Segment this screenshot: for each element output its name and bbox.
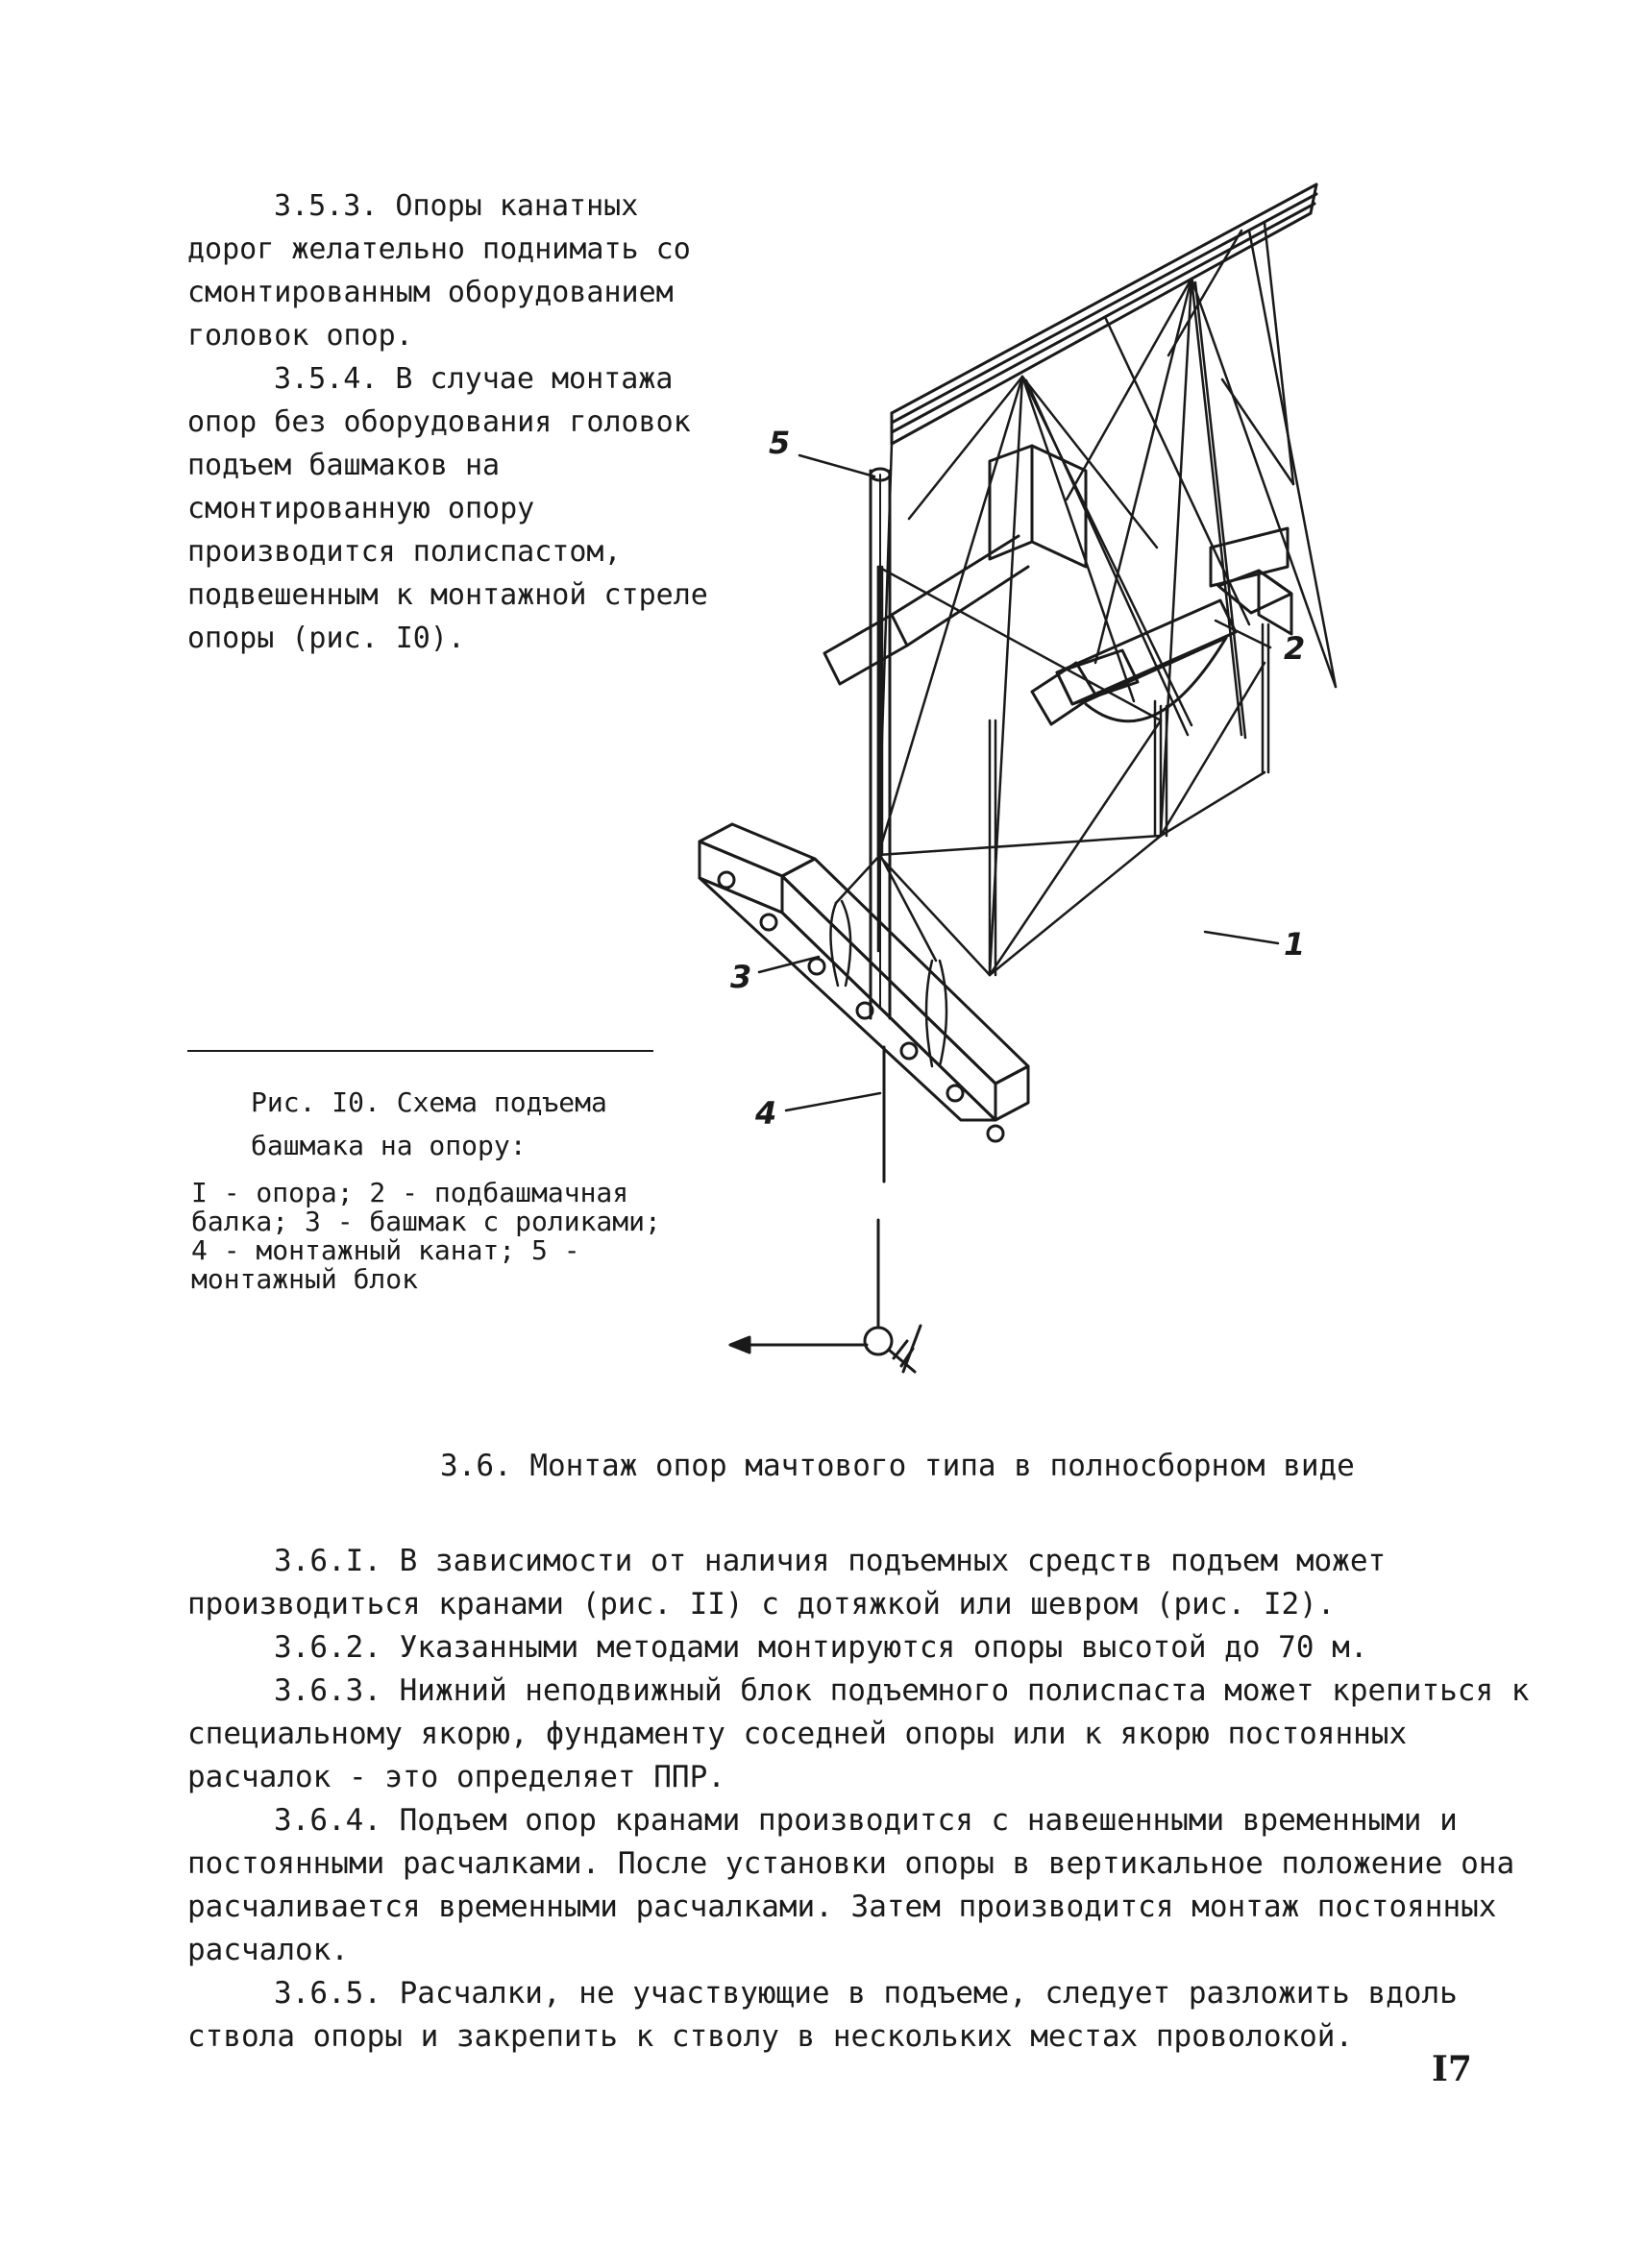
paragraph-3-6-1: 3.6.I. В зависимости от наличия подъемных средств подъем может производиться кранами (рис. II) с дотяжкой или шевром (рис. I2). — [187, 1544, 1387, 1622]
figure-caption — [191, 1081, 691, 1294]
mounting-block-post — [871, 469, 890, 1018]
support-legs — [878, 567, 1268, 975]
lifting-scheme-figure — [673, 163, 1499, 1374]
callout-label-2: 2 — [1284, 630, 1306, 667]
paragraph-3-6-2: 3.6.2. Указанными методами монтируются опоры высотой до 70 м. — [274, 1630, 1368, 1665]
left-column-text — [187, 184, 725, 660]
callout-label-1: 1 — [1284, 926, 1306, 963]
callout-label-3: 3 — [730, 959, 752, 995]
mast-truss-lines — [878, 223, 1336, 975]
callout-label-4: 4 — [755, 1095, 777, 1132]
paragraph-3-5-3: 3.5.3. Опоры канатных дорог желательно поднимать со смонтированным оборудованием головок опор. — [187, 189, 691, 353]
caption-legend: I - опора; 2 - подбашмачная балка; 3 - башмак с роликами; 4 - монтажный канат; 5 - монтажный блок — [191, 1177, 661, 1295]
paragraph-3-6-4: 3.6.4. Подъем опор кранами производится с навешенными временными и постоянными расчалками. После установки опоры в вертикальное положение она расчаливается временными расчалками. Затем производится монтаж постоянных расчалок. — [187, 1803, 1515, 1967]
page-number: I7 — [1432, 2049, 1472, 2089]
paragraph-3-6-5: 3.6.5. Расчалки, не участвующие в подъеме, следует разложить вдоль ствола опоры и закрепить к стволу в нескольких местах проволокой. — [187, 1976, 1458, 2054]
caption-title: Рис. I0. Схема подъема башмака на опору: — [251, 1086, 607, 1161]
callout-leaders — [759, 455, 1278, 1110]
center-mast-block — [990, 446, 1086, 567]
callout-label-5: 5 — [769, 425, 791, 461]
paragraph-3-5-4: 3.5.4. В случае монтажа опор без оборудования головок подъем башмаков на смонтированную опору производится полиспастом, подвешенным к монтажной стреле опоры (рис. I0). — [187, 362, 708, 655]
section-heading: 3.6. Монтаж опор мачтового типа в полносборном виде — [440, 1449, 1355, 1483]
top-cable-beam — [892, 184, 1316, 444]
paragraph-3-6-3: 3.6.3. Нижний неподвижный блок подъемного полиспаста может крепиться к специальному якорю, фундаменту соседней опоры или к якорю постоянных расчалок - это определяет ППР. — [187, 1673, 1530, 1794]
section-body — [187, 1540, 1533, 2059]
caption-divider — [187, 1050, 653, 1052]
